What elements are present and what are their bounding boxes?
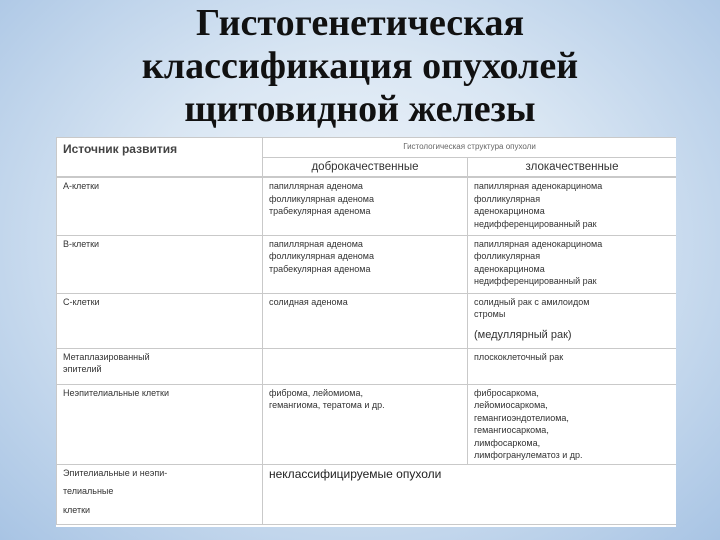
cell-malignant: фибросаркома, лейомиосаркома, гемангиоэндотелиома, гемангиосаркома, лимфосаркома, лимфогранулематоз и др.	[468, 384, 677, 464]
header-malignant: злокачественные	[468, 157, 677, 177]
table-row	[57, 235, 677, 293]
cell-source: Неэпителиальные клетки	[57, 384, 263, 464]
title-line-2: классификация опухолей	[141, 45, 579, 87]
cell-malignant: плоскоклеточный рак	[468, 348, 677, 384]
cell-benign: фиброма, лейомиома, гемангиома, тератома и др.	[263, 384, 468, 464]
title-line-1: Гистогенетическая	[195, 2, 525, 44]
cell-malignant: папиллярная аденокарцинома фолликулярная аденокарцинома недифференцированный рак	[468, 235, 677, 293]
cell-source: Эпителиальные и неэпи- телиальные клетки	[57, 464, 263, 524]
cell-benign-empty	[263, 348, 468, 384]
table-row	[57, 177, 677, 235]
header-source: Источник развития	[57, 138, 263, 178]
cell-source: В-клетки	[57, 235, 263, 293]
header-structure: Гистологическая структура опухоли	[263, 138, 677, 158]
medullary-note: (медуллярный рак)	[474, 328, 572, 341]
title-line-3: щитовидной железы	[184, 88, 536, 130]
slide-title	[0, 2, 720, 131]
cell-source: Метаплазированный эпителий	[57, 348, 263, 384]
table-header-row	[57, 138, 677, 158]
classification-table	[56, 137, 676, 525]
cell-benign: солидная аденома	[263, 293, 468, 348]
classification-table-image	[56, 137, 676, 527]
cell-benign: папиллярная аденома фолликулярная аденома трабекулярная аденома	[263, 235, 468, 293]
cell-malignant: папиллярная аденокарцинома фолликулярная аденокарцинома недифференцированный рак	[468, 177, 677, 235]
header-benign: доброкачественные	[263, 157, 468, 177]
table-row	[57, 384, 677, 464]
table-row	[57, 348, 677, 384]
table-row	[57, 293, 677, 348]
cell-benign: папиллярная аденома фолликулярная аденома трабекулярная аденома	[263, 177, 468, 235]
cell-unclassified: неклассифицируемые опухоли	[263, 464, 677, 524]
cell-malignant: солидный рак с амилоидом стромы (медуллярный рак)	[468, 293, 677, 348]
cell-source: С-клетки	[57, 293, 263, 348]
table-row	[57, 464, 677, 524]
cell-source: А-клетки	[57, 177, 263, 235]
